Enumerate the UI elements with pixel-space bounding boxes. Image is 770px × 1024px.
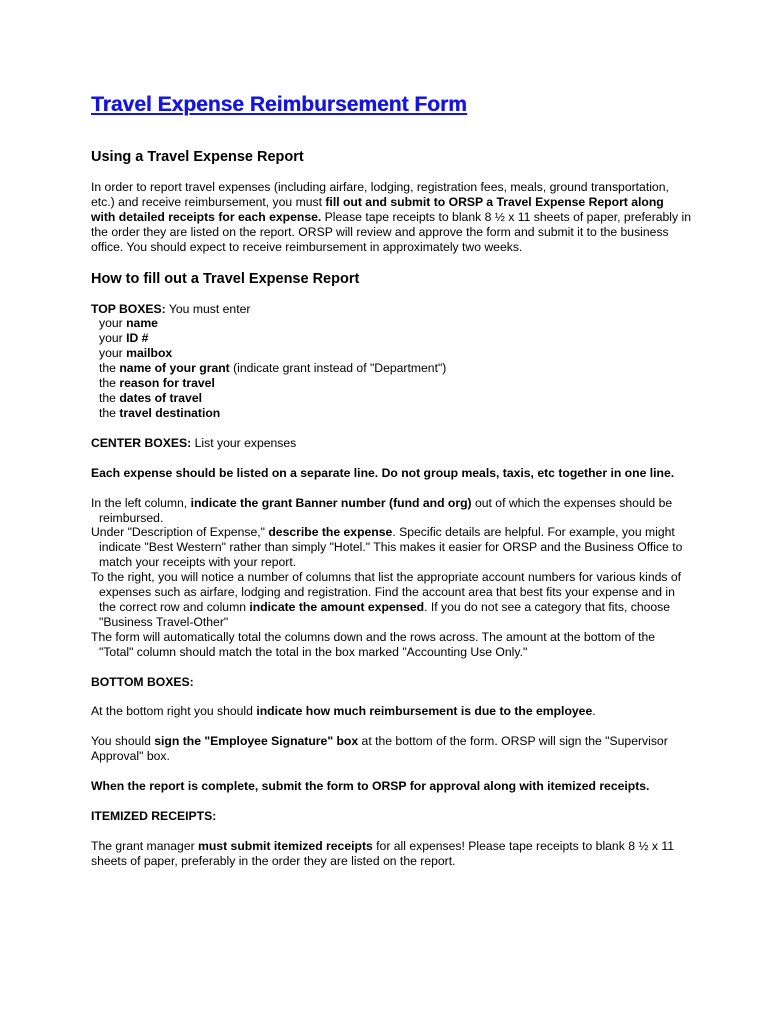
text-run: your: [99, 346, 127, 361]
bottom-boxes-label: BOTTOM BOXES:: [91, 674, 194, 689]
itemized-receipts-heading: [91, 809, 691, 824]
signature-paragraph: [91, 734, 691, 764]
page-title: Travel Expense Reimbursement Form: [91, 93, 467, 116]
text-run: the: [99, 361, 120, 376]
column-instructions: [91, 496, 691, 660]
text-run: the: [99, 376, 120, 391]
text-run-bold: describe the expense: [268, 525, 393, 540]
list-item: [99, 376, 691, 391]
itemized-receipts-label: ITEMIZED RECEIPTS:: [91, 809, 217, 824]
list-item: [99, 391, 691, 406]
description-paragraph: [91, 525, 691, 570]
list-item: [99, 361, 691, 376]
text-run-bold: mailbox: [126, 346, 173, 361]
text-run-bold: indicate the grant Banner number (fund and org): [190, 495, 472, 510]
intro-paragraph: [91, 180, 691, 255]
bottom-boxes-paragraph: [91, 675, 691, 690]
text-run: .: [592, 704, 596, 719]
text-run-bold: reason for travel: [119, 376, 215, 391]
text-run: The grant manager: [91, 839, 199, 853]
text-run-bold: name of your grant: [119, 361, 230, 376]
list-item: [99, 331, 691, 346]
text-run-bold: ID #: [126, 331, 149, 346]
text-run-bold: When the report is complete, submit the form to ORSP for approval along with itemized receipts.: [91, 779, 650, 794]
complete-paragraph: [91, 779, 691, 794]
text-run: You must enter: [165, 301, 251, 316]
text-run-bold: travel destination: [119, 405, 221, 420]
text-run: your: [99, 316, 127, 331]
document-page: [91, 92, 691, 884]
text-run: To the right, you will notice a number of columns that list the appropriate account numbers for various kinds of expenses such as airfare, lodging and registration. Find the account area that best fits your expense and in the correct row and column: [91, 570, 682, 614]
text-run: In the left column,: [91, 495, 191, 510]
text-run: the: [99, 405, 120, 420]
itemized-receipts-paragraph: [91, 839, 691, 869]
center-boxes-paragraph: [91, 436, 691, 451]
text-run: your: [99, 331, 127, 346]
text-run-bold: indicate how much reimbursement is due to the employee: [256, 704, 593, 719]
top-boxes-block: [91, 302, 691, 421]
text-run: (indicate grant instead of "Department"): [229, 361, 447, 376]
top-boxes-label: TOP BOXES:: [91, 301, 166, 316]
text-run: . If you do not see a category that fits, choose "Business Travel-Other": [99, 599, 671, 629]
text-run-bold: dates of travel: [119, 390, 202, 405]
center-boxes-label: CENTER BOXES:: [91, 435, 192, 450]
list-item: [99, 406, 691, 421]
text-run: out of which the expenses should be reimbursed.: [99, 495, 673, 525]
text-run-bold: Each expense should be listed on a separate line. Do not group meals, taxis, etc together in one line.: [91, 465, 675, 480]
text-run: Please tape receipts to blank 8 ½ x 11 sheets of paper, preferably in the order they are listed on the report. ORSP will review and approve the form and submit it to the business office. You should expect to receive reimbursement in approximately two weeks.: [91, 209, 691, 254]
text-run: for all expenses! Please tape receipts to blank 8 ½ x 11 sheets of paper, preferably in the order they are listed on the report.: [91, 839, 675, 868]
left-column-paragraph: [91, 496, 691, 526]
right-columns-paragraph: [91, 570, 691, 630]
section-heading-howto: How to fill out a Travel Expense Report: [91, 270, 360, 287]
text-run: the: [99, 390, 120, 405]
text-run-bold: sign the "Employee Signature" box: [154, 734, 359, 749]
list-item: [99, 346, 691, 361]
top-boxes-intro: [91, 302, 691, 317]
text-run: Under "Description of Expense,": [91, 525, 269, 540]
text-run: At the bottom right you should: [91, 704, 257, 719]
text-run-bold: fill out and submit to ORSP a Travel Expense Report along with detailed receipts for each expense.: [91, 194, 664, 224]
text-run: List your expenses: [191, 435, 297, 450]
auto-total-paragraph: The form will automatically total the columns down and the rows across. The amount at the bottom of the "Total" column should match the total in the box marked "Accounting Use Only.": [91, 629, 656, 659]
text-run-bold: name: [126, 316, 158, 331]
text-run: You should: [91, 734, 155, 749]
bottom-right-paragraph: [91, 704, 691, 719]
text-run: In order to report travel expenses (including airfare, lodging, registration fees, meals, ground transportation, etc.) and receive reimbursement, you must: [91, 180, 669, 209]
list-item: [99, 316, 691, 331]
section-heading-using: Using a Travel Expense Report: [91, 149, 304, 165]
text-run-bold: must submit itemized receipts: [198, 839, 373, 853]
separate-line-paragraph: [91, 466, 691, 481]
text-run: at the bottom of the form. ORSP will sign the "Supervisor Approval" box.: [91, 734, 668, 764]
text-run: . Specific details are helpful. For example, you might indicate "Best Western" rather than simply "Hotel." This makes it easier for ORSP and the Business Office to match your receipts with your report.: [99, 525, 683, 570]
text-run-bold: indicate the amount expensed: [249, 599, 425, 614]
